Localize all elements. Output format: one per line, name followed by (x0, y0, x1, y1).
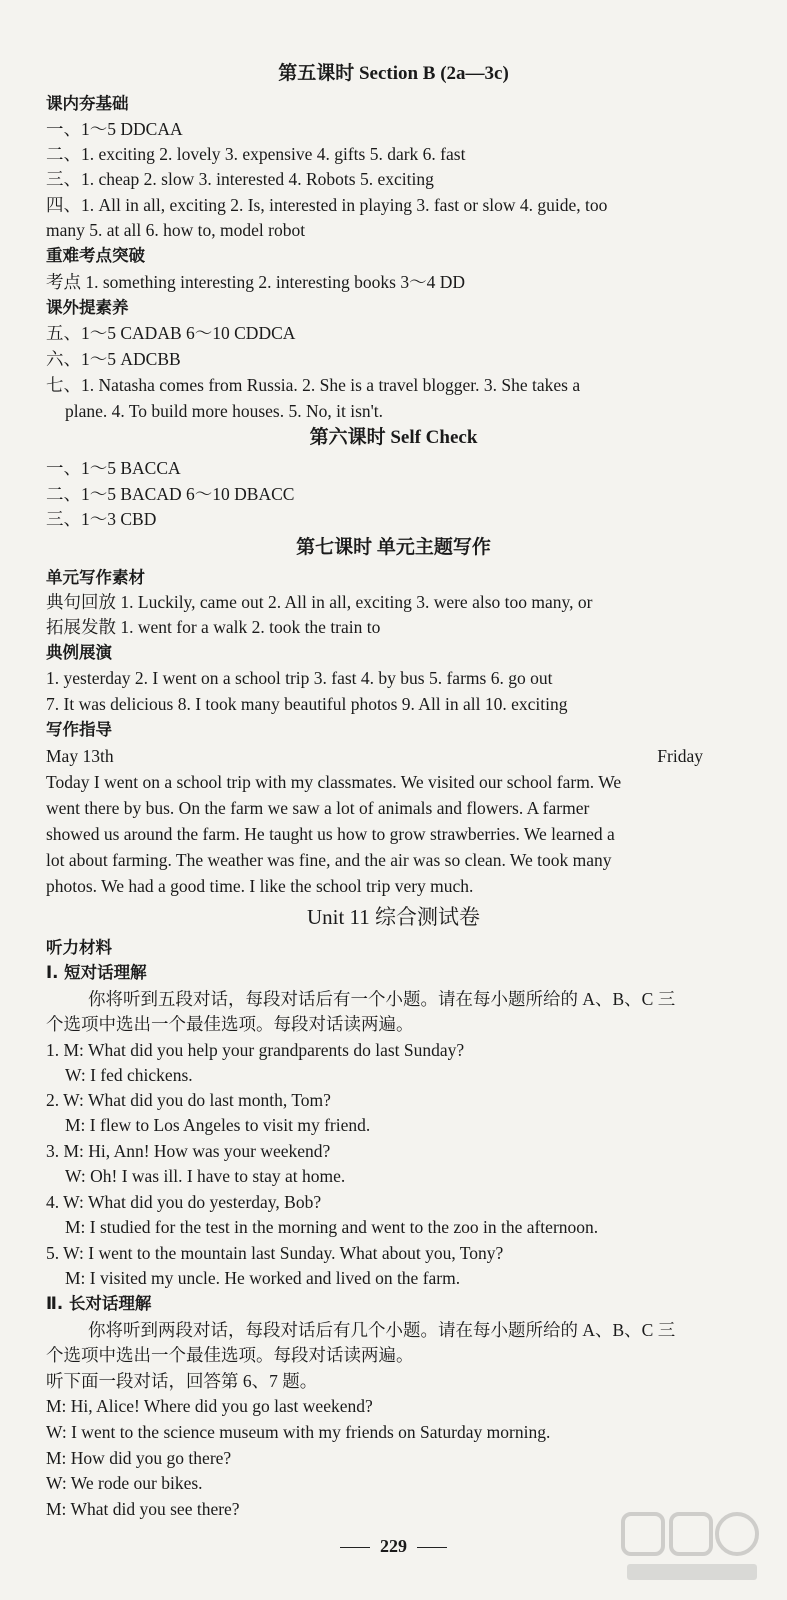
heading-long-dialogue: Ⅱ. 长对话理解 (46, 1294, 152, 1313)
answer-line: many 5. at all 6. how to, model robot (46, 220, 306, 240)
essay-line: showed us around the farm. He taught us how to grow strawberries. We learned a (46, 824, 615, 844)
instruction-line: 听下面一段对话，回答第 6、7 题。 (46, 1371, 318, 1391)
essay-date: May 13th (46, 746, 114, 766)
dialogue-line: M: I studied for the test in the morning and went to the zoo in the afternoon. (65, 1217, 599, 1237)
dialogue-line: M: What did you see there? (46, 1499, 240, 1519)
section5-title: 第五课时 Section B (2a—3c) (278, 63, 509, 84)
answer-line: 三、1～3 CBD (46, 509, 157, 529)
essay-line: lot about farming. The weather was fine, and the air was so clean. We took many (46, 850, 612, 870)
dialogue-line: W: We rode our bikes. (46, 1473, 203, 1493)
instruction-line: 个选项中选出一个最佳选项。每段对话读两遍。 (46, 1014, 414, 1034)
dialogue-line: W: I fed chickens. (65, 1065, 193, 1085)
answer-line: 二、1. exciting 2. lovely 3. expensive 4. gifts 5. dark 6. fast (46, 144, 466, 164)
dash-right (417, 1547, 447, 1548)
answer-line: 三、1. cheap 2. slow 3. interested 4. Robots 5. exciting (46, 169, 434, 189)
essay-line: went there by bus. On the farm we saw a lot of animals and flowers. A farmer (46, 798, 590, 818)
heading-guide: 写作指导 (46, 720, 112, 739)
essay-line: photos. We had a good time. I like the school trip very much. (46, 876, 474, 896)
dialogue-line: W: I went to the science museum with my friends on Saturday morning. (46, 1422, 551, 1442)
dialogue-line: 4. W: What did you do yesterday, Bob? (46, 1192, 322, 1212)
answer-line: 7. It was delicious 8. I took many beautiful photos 9. All in all 10. exciting (46, 694, 568, 714)
essay-day: Friday (657, 746, 703, 766)
heading-short-dialogue: Ⅰ. 短对话理解 (46, 963, 147, 982)
dialogue-line: W: Oh! I was ill. I have to stay at home. (65, 1166, 346, 1186)
dialogue-line: M: I flew to Los Angeles to visit my friend. (65, 1115, 371, 1135)
instruction-line: 个选项中选出一个最佳选项。每段对话读两遍。 (46, 1345, 414, 1365)
answer-line: 典句回放 1. Luckily, came out 2. All in all, exciting 3. were also too many, or (46, 592, 593, 612)
answer-line: 拓展发散 1. went for a walk 2. took the train to (46, 617, 381, 637)
section7-title: 第七课时 单元主题写作 (296, 537, 491, 558)
essay-line: Today I went on a school trip with my classmates. We visited our school farm. We (46, 772, 622, 792)
answer-line: 一、1～5 BACCA (46, 458, 181, 478)
answer-line: 考点 1. something interesting 2. interesting books 3～4 DD (46, 272, 465, 292)
section6-title: 第六课时 Self Check (309, 427, 478, 448)
answer-line: 1. yesterday 2. I went on a school trip 3. fast 4. by bus 5. farms 6. go out (46, 668, 553, 688)
answer-line: 六、1～5 ADCBB (46, 349, 181, 369)
instruction-line: 你将听到两段对话，每段对话后有几个小题。请在每小题所给的 A、B、C 三 (88, 1320, 676, 1340)
dialogue-line: M: I visited my uncle. He worked and lived on the farm. (65, 1268, 461, 1288)
dialogue-line: M: Hi, Alice! Where did you go last weekend? (46, 1396, 373, 1416)
answer-line: 二、1～5 BACAD 6～10 DBACC (46, 484, 295, 504)
answer-line: 一、1～5 DDCAA (46, 119, 183, 139)
dialogue-line: 3. M: Hi, Ann! How was your weekend? (46, 1141, 331, 1161)
answer-line: 四、1. All in all, exciting 2. Is, interested in playing 3. fast or slow 4. guide, too (46, 195, 608, 215)
answer-line: 五、1～5 CADAB 6～10 CDDCA (46, 323, 296, 343)
answer-line: plane. 4. To build more houses. 5. No, it isn't. (65, 401, 384, 421)
watermark-stamp-icon (617, 1508, 767, 1588)
heading-basic: 课内夯基础 (46, 94, 129, 113)
heading-example: 典例展演 (46, 643, 112, 662)
dialogue-line: M: How did you go there? (46, 1448, 232, 1468)
heading-material: 单元写作素材 (46, 568, 145, 587)
instruction-line: 你将听到五段对话，每段对话后有一个小题。请在每小题所给的 A、B、C 三 (88, 989, 676, 1009)
dialogue-line: 2. W: What did you do last month, Tom? (46, 1090, 331, 1110)
heading-listening: 听力材料 (46, 938, 112, 957)
dialogue-line: 5. W: I went to the mountain last Sunday. What about you, Tony? (46, 1243, 504, 1263)
answer-line: 七、1. Natasha comes from Russia. 2. She is a travel blogger. 3. She takes a (46, 375, 581, 395)
heading-extra: 课外提素养 (46, 298, 129, 317)
dash-left (340, 1547, 370, 1548)
heading-key: 重难考点突破 (46, 246, 145, 265)
dialogue-line: 1. M: What did you help your grandparents do last Sunday? (46, 1040, 465, 1060)
unit-title: Unit 11 综合测试卷 (306, 905, 481, 929)
page-number-text: 229 (380, 1536, 407, 1556)
